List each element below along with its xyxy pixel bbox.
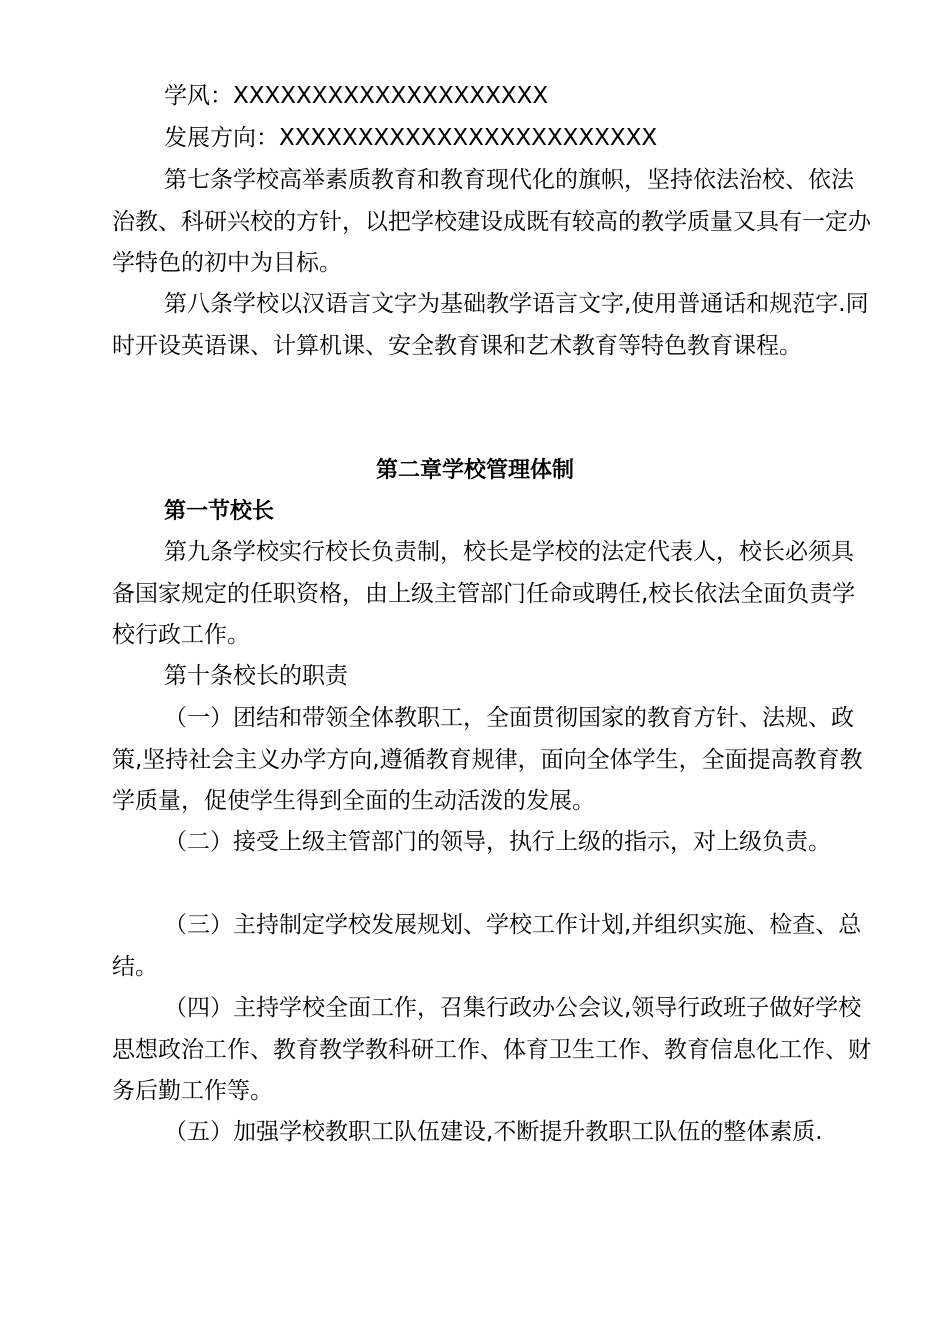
article-10: 第十条校长的职责 bbox=[164, 663, 348, 689]
chapter-2-title: 第二章学校管理体制 bbox=[375, 458, 574, 483]
development-direction-line: 发展方向：XXXXXXXXXXXXXXXXXXXXXXXX bbox=[164, 125, 658, 151]
duty-2: （二）接受上级主管部门的领导，执行上级的指示，对上级负责。 bbox=[164, 829, 831, 855]
duty-3: （三）主持制定学校发展规划、学校工作计划,并组织实施、检查、总结。 bbox=[112, 912, 862, 980]
article-8: 第八条学校以汉语言文字为基础教学语言文字,使用普通话和规范字.同时开设英语课、计算机课、安全教育课和艺术教育等特色教育课程。 bbox=[112, 291, 869, 359]
article-9: 第九条学校实行校长负责制，校长是学校的法定代表人，校长必须具备国家规定的任职资格，由上级主管部门任命或聘任,校长依法全面负责学校行政工作。 bbox=[112, 539, 856, 648]
xuefeng-line: 学风：XXXXXXXXXXXXXXXXXXXX bbox=[164, 83, 549, 109]
duty-1: （一）团结和带领全体教职工，全面贯彻国家的教育方针、法规、政策,坚持社会主义办学方向,遵循教育规律，面向全体学生，全面提高教育教学质量，促使学生得到全面的生动活泼的发展。 bbox=[112, 705, 863, 814]
article-7: 第七条学校高举素质教育和教育现代化的旗帜，坚持依法治校、依法治教、科研兴校的方针，以把学校建设成既有较高的教学质量又具有一定办学特色的初中为目标。 bbox=[112, 167, 871, 276]
duty-5: （五）加强学校教职工队伍建设,不断提升教职工队伍的整体素质. bbox=[164, 1119, 823, 1145]
section-1-title: 第一节校长 bbox=[164, 499, 275, 524]
duty-4: （四）主持学校全面工作，召集行政办公会议,领导行政班子做好学校思想政治工作、教育教学教科研工作、体育卫生工作、教育信息化工作、财务后勤工作等。 bbox=[112, 995, 871, 1104]
